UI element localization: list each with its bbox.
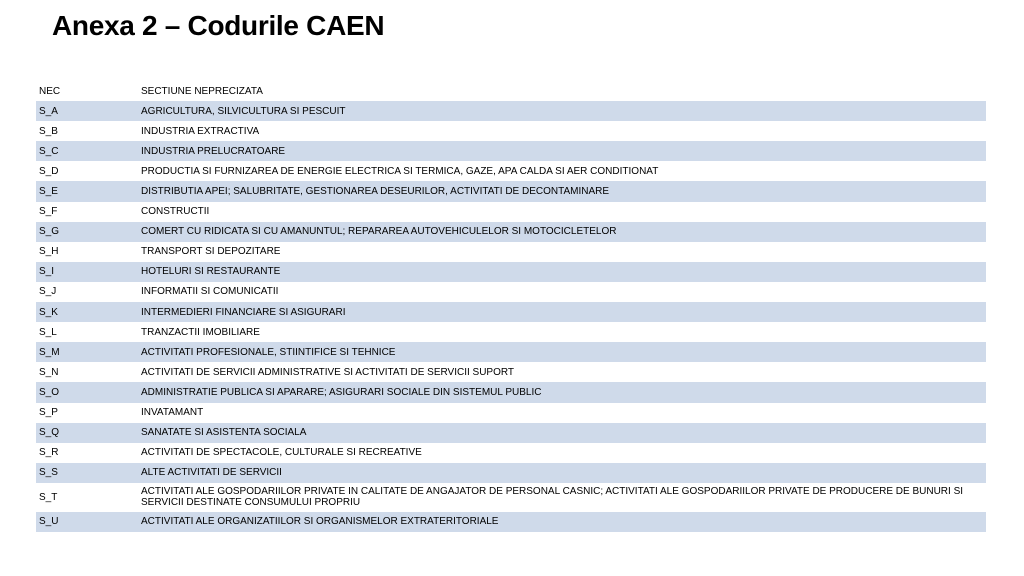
description-cell: TRANSPORT SI DEPOZITARE [139,242,986,262]
table-row [36,141,986,161]
table-row [36,242,986,262]
table-row [36,161,986,181]
description-cell: INFORMATII SI COMUNICATII [139,282,986,302]
caen-codes-table [36,81,986,532]
code-cell: S_S [36,463,139,483]
code-cell: S_A [36,101,139,121]
code-cell: S_N [36,362,139,382]
code-cell: S_F [36,202,139,222]
description-cell: INDUSTRIA PRELUCRATOARE [139,141,986,161]
code-cell: S_T [36,483,139,512]
code-cell: NEC [36,81,139,101]
table-row [36,101,986,121]
code-cell: S_B [36,121,139,141]
table-row [36,202,986,222]
description-cell: INTERMEDIERI FINANCIARE SI ASIGURARI [139,302,986,322]
description-cell: COMERT CU RIDICATA SI CU AMANUNTUL; REPARAREA AUTOVEHICULELOR SI MOTOCICLETELOR [139,222,986,242]
description-cell: ACTIVITATI DE SERVICII ADMINISTRATIVE SI ACTIVITATI DE SERVICII SUPORT [139,362,986,382]
table-row [36,262,986,282]
table-row [36,81,986,101]
page-title: Anexa 2 – Codurile CAEN [52,10,385,41]
description-cell: ACTIVITATI PROFESIONALE, STIINTIFICE SI TEHNICE [139,342,986,362]
table-row [36,322,986,342]
code-cell: S_U [36,512,139,532]
table-row [36,342,986,362]
table-row [36,302,986,322]
table-row [36,362,986,382]
description-cell: CONSTRUCTII [139,202,986,222]
code-cell: S_I [36,262,139,282]
code-cell: S_P [36,403,139,423]
description-cell: HOTELURI SI RESTAURANTE [139,262,986,282]
table-row [36,443,986,463]
table-row [36,382,986,402]
table-row [36,403,986,423]
code-cell: S_E [36,181,139,201]
description-cell: ALTE ACTIVITATI DE SERVICII [139,463,986,483]
table-row [36,463,986,483]
description-cell: SANATATE SI ASISTENTA SOCIALA [139,423,986,443]
code-cell: S_G [36,222,139,242]
code-cell: S_J [36,282,139,302]
table-row [36,181,986,201]
description-cell: SECTIUNE NEPRECIZATA [139,81,986,101]
table-row [36,512,986,532]
table-row [36,222,986,242]
description-cell: TRANZACTII IMOBILIARE [139,322,986,342]
description-cell: PRODUCTIA SI FURNIZAREA DE ENERGIE ELECTRICA SI TERMICA, GAZE, APA CALDA SI AER CONDITIONAT [139,161,986,181]
description-cell: ACTIVITATI DE SPECTACOLE, CULTURALE SI RECREATIVE [139,443,986,463]
table-row [36,483,986,512]
description-cell: ACTIVITATI ALE GOSPODARIILOR PRIVATE IN CALITATE DE ANGAJATOR DE PERSONAL CASNIC; ACTIVITATI ALE GOSPODARIILOR PRIVATE DE PRODUCERE DE BUNURI SI SERVICII DESTINATE CONSUMULUI PROPRIU [139,483,986,512]
table-row [36,282,986,302]
description-cell: AGRICULTURA, SILVICULTURA SI PESCUIT [139,101,986,121]
code-cell: S_M [36,342,139,362]
code-cell: S_H [36,242,139,262]
description-cell: ACTIVITATI ALE ORGANIZATIILOR SI ORGANISMELOR EXTRATERITORIALE [139,512,986,532]
code-cell: S_Q [36,423,139,443]
code-cell: S_R [36,443,139,463]
code-cell: S_O [36,382,139,402]
code-cell: S_L [36,322,139,342]
code-cell: S_D [36,161,139,181]
table-row [36,121,986,141]
table-row [36,423,986,443]
description-cell: DISTRIBUTIA APEI; SALUBRITATE, GESTIONAREA DESEURILOR, ACTIVITATI DE DECONTAMINARE [139,181,986,201]
description-cell: ADMINISTRATIE PUBLICA SI APARARE; ASIGURARI SOCIALE DIN SISTEMUL PUBLIC [139,382,986,402]
code-cell: S_C [36,141,139,161]
description-cell: INVATAMANT [139,403,986,423]
description-cell: INDUSTRIA EXTRACTIVA [139,121,986,141]
code-cell: S_K [36,302,139,322]
